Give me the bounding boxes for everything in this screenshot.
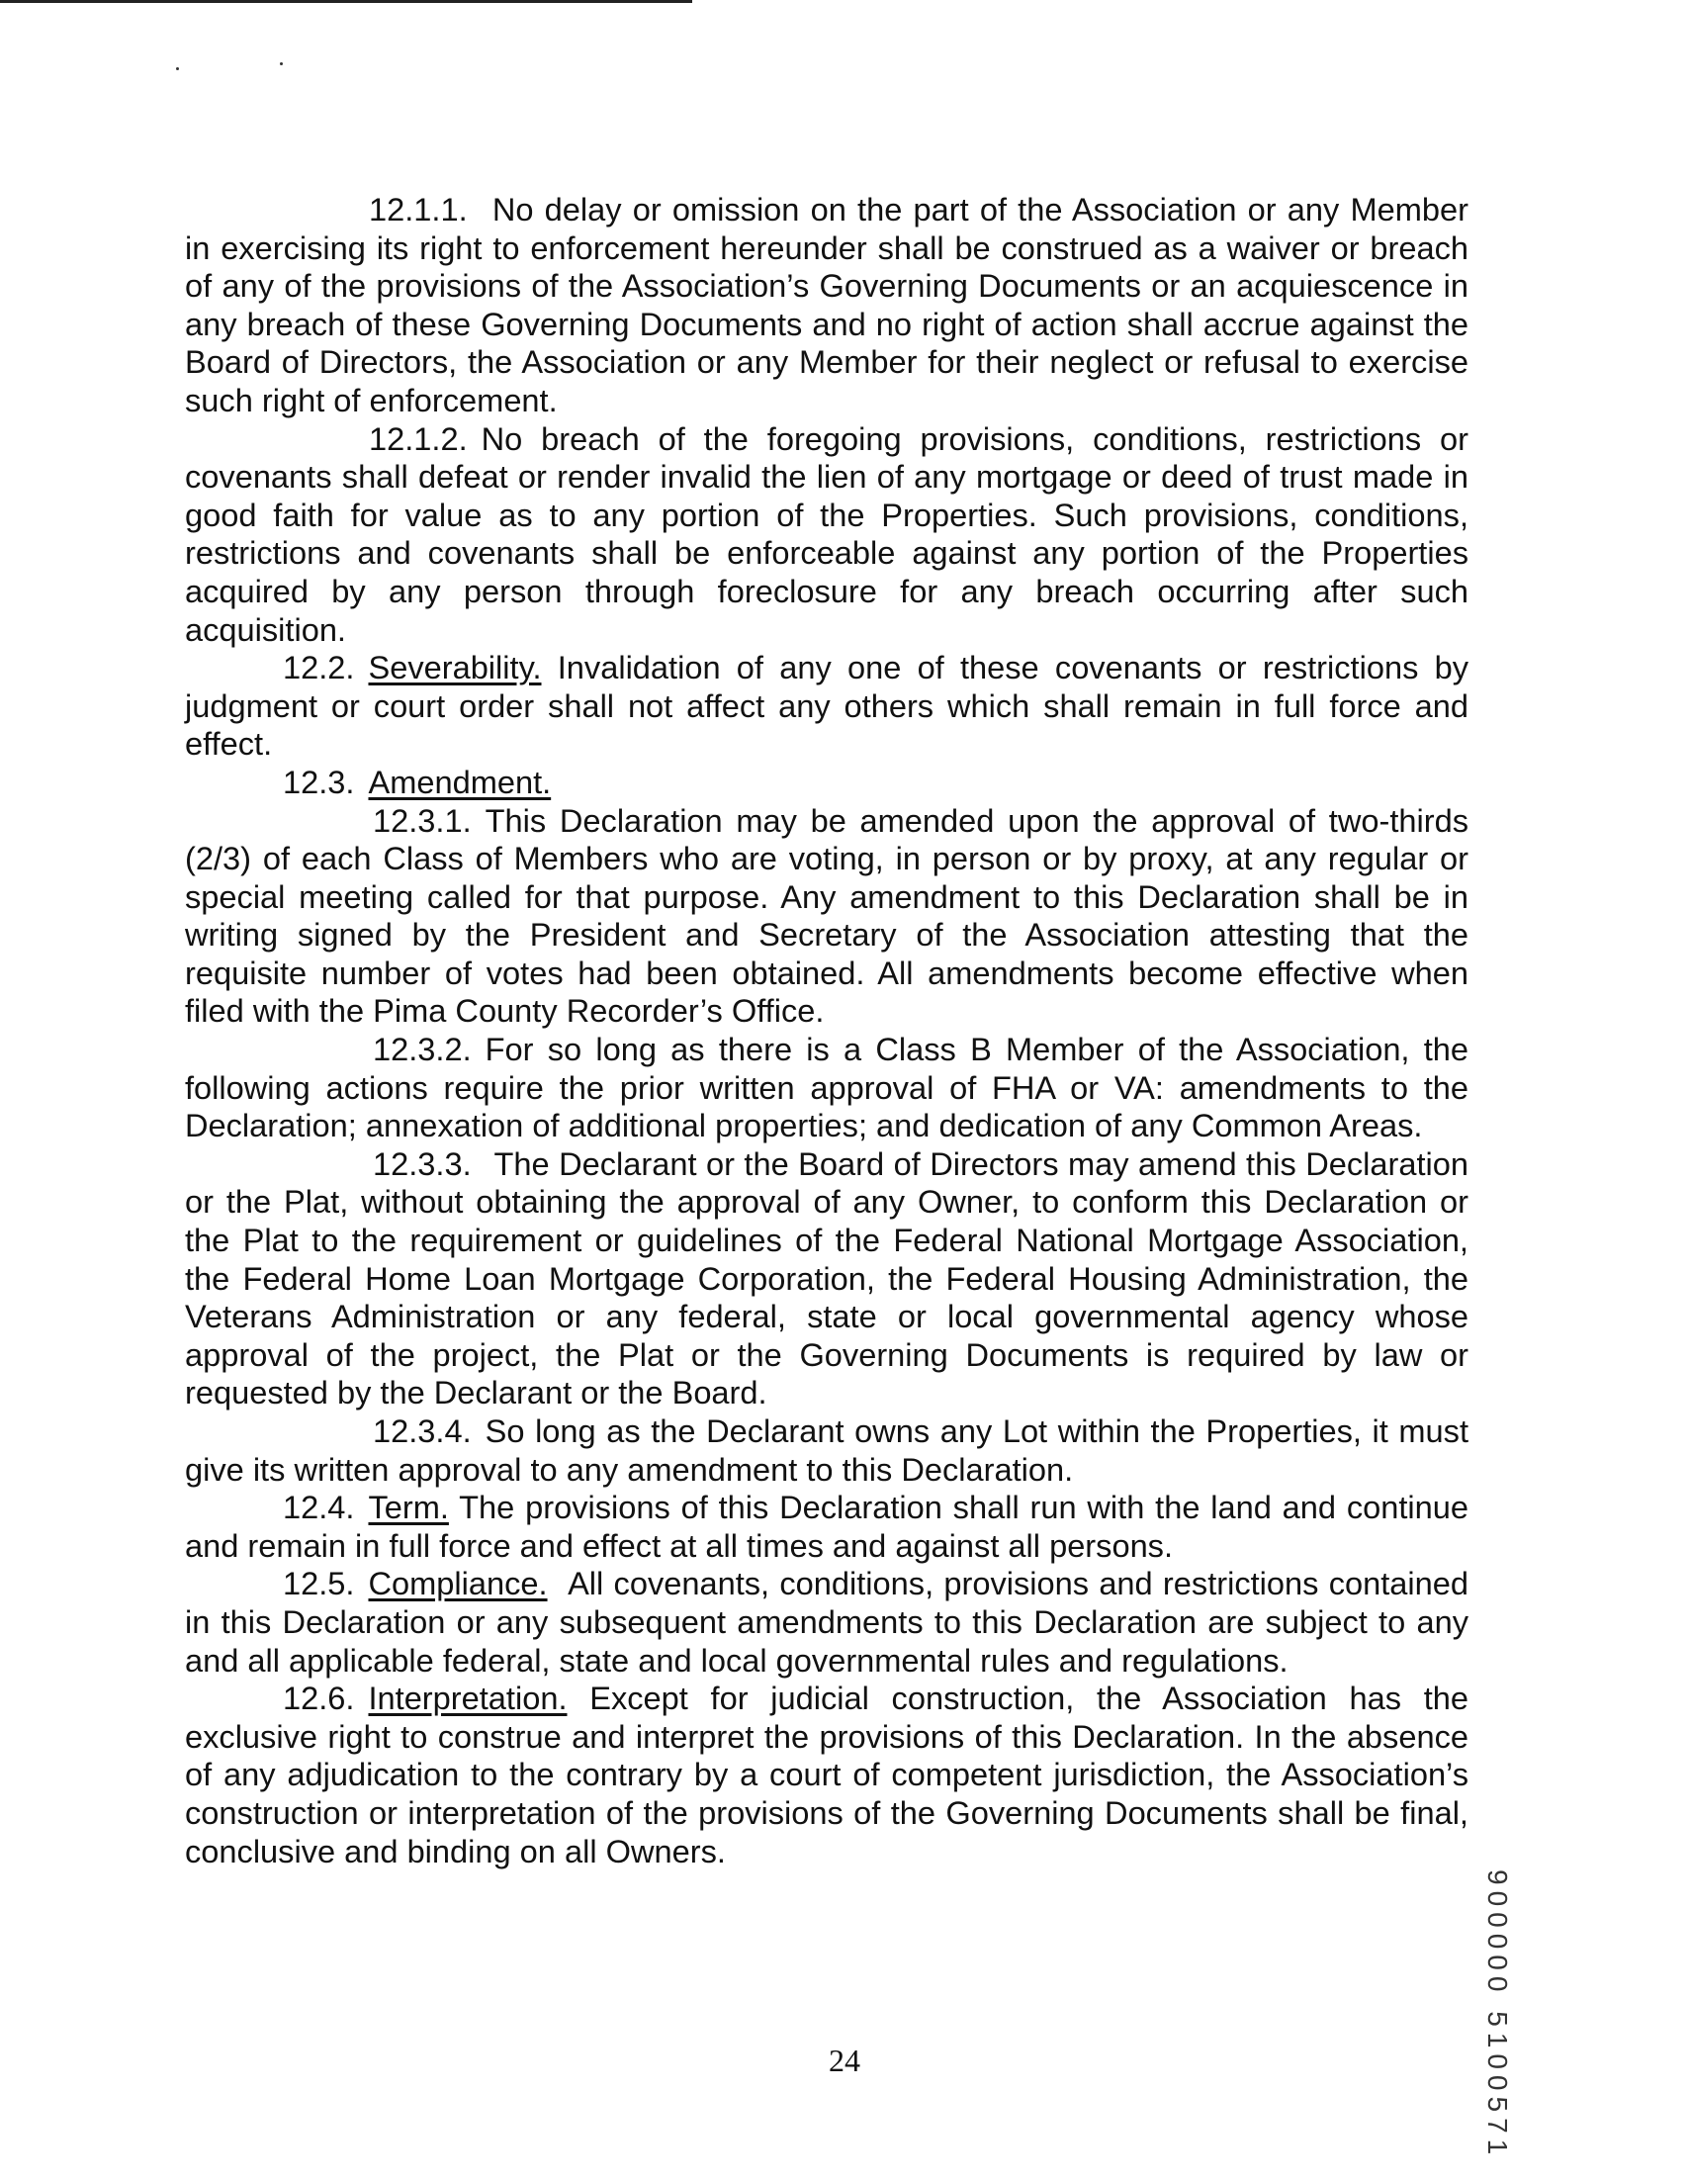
paragraph-text: The provisions of this Declaration shall run with the land and continue and remain in full force and effect at all times and against all persons.	[185, 1489, 1468, 1564]
section-number: 12.3.1.	[373, 801, 472, 839]
section-heading: Amendment.	[368, 763, 552, 800]
section-number: 12.2.	[283, 649, 355, 686]
paragraph-text: All covenants, conditions, provisions and restrictions contained in this Declaration or any subsequent amendments to this Declaration are subject to any and all applicable federal, state and local governmental rules and regulations.	[185, 1565, 1468, 1679]
paragraph-12-3-4	[185, 1412, 1468, 1489]
section-number: 12.1.1.	[369, 191, 468, 228]
paragraph-12-1-1	[185, 191, 1468, 420]
paragraph-12-6	[185, 1680, 1468, 1870]
paragraph-12-5	[185, 1565, 1468, 1680]
paragraph-12-4	[185, 1489, 1468, 1565]
paragraph-12-2	[185, 649, 1468, 764]
section-number: 12.4.	[283, 1489, 355, 1526]
paragraph-text: Invalidation of any one of these covenants or restrictions by judgment or court order shall not affect any others which shall remain in full force and effect.	[185, 649, 1468, 763]
paragraph-12-1-2	[185, 420, 1468, 650]
section-heading: Compliance.	[368, 1565, 548, 1602]
section-number: 12.3.2.	[373, 1031, 472, 1068]
section-heading: Severability.	[368, 649, 542, 686]
section-number: 12.3.4.	[373, 1412, 472, 1449]
scan-speck	[280, 62, 283, 65]
paragraph-text: No delay or omission on the part of the Association or any Member in exercising its right to enforcement hereunder shall be construed as a waiver or breach of any of the provisions of the Association’s Governing Documents or an acquiescence in any breach of these Governing Documents and no right of action shall accrue against the Board of Directors, the Association or any Member for their neglect or refusal to exercise such right of enforcement.	[185, 191, 1468, 418]
section-heading: Term.	[368, 1489, 449, 1526]
section-number: 12.6.	[283, 1680, 355, 1717]
paragraph-12-3	[185, 764, 1468, 802]
paragraph-12-3-2	[185, 1031, 1468, 1145]
scan-speck	[176, 67, 179, 70]
document-body	[185, 191, 1468, 1870]
paragraph-text: Except for judicial construction, the Association has the exclusive right to construe and interpret the provisions of this Declaration. In the absence of any adjudication to the contrary by a court of competent jurisdiction, the Association’s construction or interpretation of the provisions of the Governing Documents shall be final, conclusive and binding on all Owners.	[185, 1680, 1468, 1869]
paragraph-text: This Declaration may be amended upon the approval of two-thirds (2/3) of each Class of Members who are voting, in person or by proxy, at any regular or special meeting called for that purpose. Any amendment to this Declaration shall be in writing signed by the President and Secretary of the Association attesting that the requisite number of votes had been obtained. All amendments become effective when filed with the Pima County Recorder’s Office.	[185, 801, 1468, 1030]
section-number: 12.3.	[283, 763, 355, 800]
paragraph-text: So long as the Declarant owns any Lot within the Properties, it must give its written approval to any amendment to this Declaration.	[185, 1412, 1468, 1488]
paragraph-text: The Declarant or the Board of Directors may amend this Declaration or the Plat, without obtaining the approval of any Owner, to conform this Declaration or the Plat to the requirement or guidelines of the Federal National Mortgage Association, the Federal Home Loan Mortgage Corporation, the Federal Housing Administration, the Veterans Administration or any federal, state or local governmental agency whose approval of the project, the Plat or the Governing Documents is required by law or requested by the Declarant or the Board.	[185, 1144, 1468, 1411]
section-number: 12.5.	[283, 1565, 355, 1602]
section-heading: Interpretation.	[368, 1680, 568, 1717]
page-number: 24	[829, 2043, 860, 2078]
paragraph-text: For so long as there is a Class B Member of the Association, the following actions require the prior written approval of FHA or VA: amendments to the Declaration; annexation of additional properties; and dedication of any Common Areas.	[185, 1031, 1468, 1144]
paragraph-12-3-3	[185, 1145, 1468, 1412]
scan-edge-line	[0, 0, 692, 3]
paragraph-12-3-1	[185, 802, 1468, 1032]
section-number: 12.1.2.	[369, 419, 468, 457]
section-number: 12.3.3.	[373, 1144, 472, 1182]
margin-document-code: 900000 5100571	[1482, 1869, 1513, 2161]
paragraph-text: No breach of the foregoing provisions, conditions, restrictions or covenants shall defeat or render invalid the lien of any mortgage or deed of trust made in good faith for value as to any portion of the Properties. Such provisions, conditions, restrictions and covenants shall be enforceable against any portion of the Properties acquired by any person through foreclosure for any breach occurring after such acquisition.	[185, 419, 1468, 648]
